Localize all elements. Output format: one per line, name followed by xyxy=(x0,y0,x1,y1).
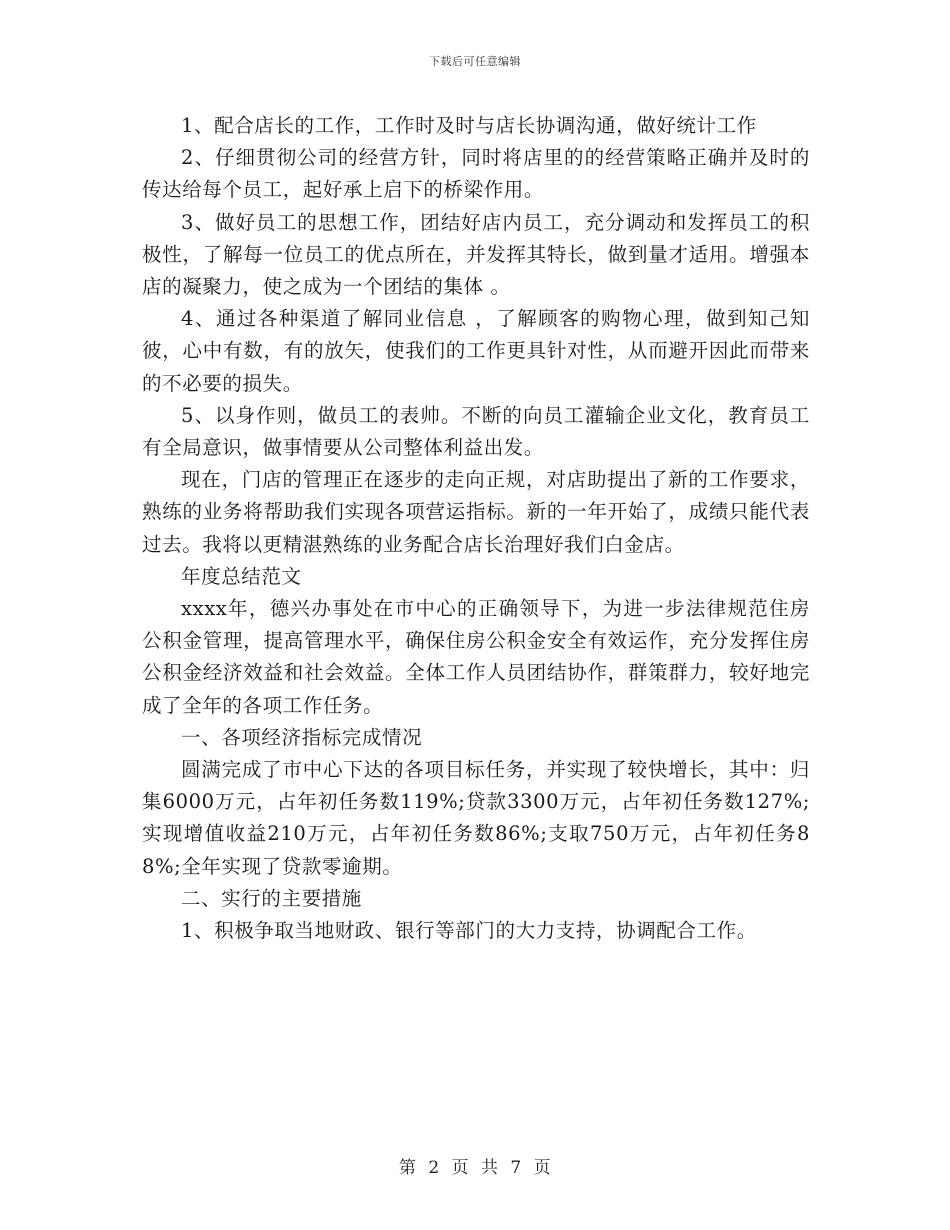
paragraph-2: 2、仔细贯彻公司的经营方针，同时将店里的的经营策略正确并及时的传达给每个员工，起好承上启下的桥梁作用。 xyxy=(142,146,810,202)
paragraph-5: 5、以身作则，做员工的表帅。不断的向员工灌输企业文化，教育员工有全局意识，做事情要从公司整体利益出发。 xyxy=(142,403,810,460)
section-heading-1: 一、各项经济指标完成情况 xyxy=(181,725,423,749)
page-footer: 第 2 页 共 7 页 xyxy=(398,1158,552,1178)
page-header: 下载后可任意编辑 xyxy=(429,55,521,68)
paragraph-7: xxxx年，德兴办事处在市中心的正确领导下，为进一步法律规范住房公积金管理，提高管理水平，确保住房公积金安全有效运作，充分发挥住房公积金经济效益和社会效益。全体工作人员团结协作，群策群力，较好地完成了全年的各项工作任务。 xyxy=(142,597,810,717)
paragraph-4: 4、通过各种渠道了解同业信息 ，了解顾客的购物心理，做到知己知彼，心中有数，有的放矢，使我们的工作更具针对性，从而避开因此而带来的不必要的损失。 xyxy=(142,307,810,395)
document-body xyxy=(142,110,810,947)
paragraph-6: 现在，门店的管理正在逐步的走向正规，对店助提出了新的工作要求，熟练的业务将帮助我们实现各项营运指标。新的一年开始了，成绩只能代表过去。我将以更精湛熟练的业务配合店长治理好我们白金店。 xyxy=(142,468,810,556)
section-title: 年度总结范文 xyxy=(181,564,302,588)
section-heading-2: 二、实行的主要措施 xyxy=(181,886,362,910)
paragraph-3: 3、做好员工的思想工作，团结好店内员工，充分调动和发挥员工的积极性，了解每一位员工的优点所在，并发挥其特长，做到量才适用。增强本店的凝聚力，使之成为一个团结的集体 。 xyxy=(142,210,810,299)
paragraph-8: 圆满完成了市中心下达的各项目标任务，并实现了较快增长，其中：归集6000万元，占年初任务数119%;贷款3300万元，占年初任务数127%;实现增值收益210万元，占年初任务数86%;支取750万元，占年初任务88%;全年实现了贷款零逾期。 xyxy=(142,758,810,878)
paragraph-1: 1、配合店长的工作，工作时及时与店长协调沟通，做好统计工作 xyxy=(181,114,757,137)
paragraph-9: 1、积极争取当地财政、银行等部门的大力支持，协调配合工作。 xyxy=(181,919,757,943)
